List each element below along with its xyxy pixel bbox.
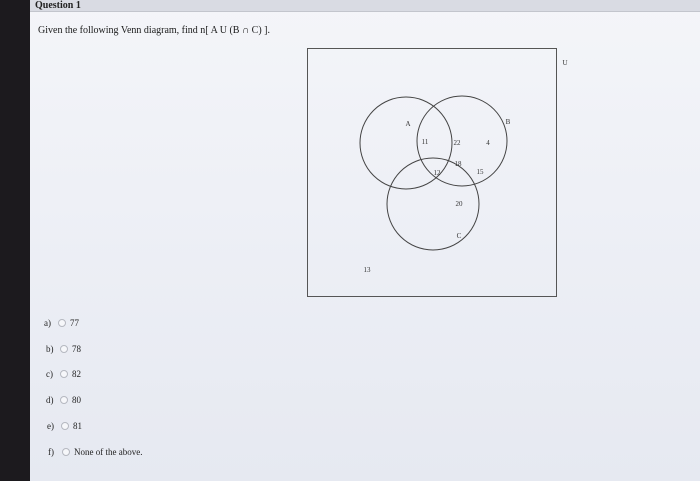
set-c-label: C xyxy=(456,232,462,240)
question-header xyxy=(30,0,700,12)
option-letter: c) xyxy=(46,369,53,379)
radio-button[interactable] xyxy=(62,448,70,456)
question-text: Given the following Venn diagram, find n[ A U (B ∩ C) ]. xyxy=(38,25,271,36)
radio-button[interactable] xyxy=(61,422,69,430)
option-text: 77 xyxy=(70,318,79,328)
circle-b xyxy=(417,96,507,186)
screen xyxy=(30,0,700,481)
universe-label: U xyxy=(562,59,568,67)
question-label: Question 1 xyxy=(35,0,81,11)
option-letter: f) xyxy=(48,447,54,457)
option-text: None of the above. xyxy=(74,447,143,457)
set-a-label: A xyxy=(405,120,411,128)
region-outside: 13 xyxy=(363,266,371,274)
region-a-b-c: 18 xyxy=(454,160,462,168)
option-letter: a) xyxy=(44,318,51,328)
region-a-c: 12 xyxy=(433,169,441,177)
option-letter: d) xyxy=(46,395,54,405)
region-a-b: 22 xyxy=(453,139,461,147)
option-text: 80 xyxy=(72,395,81,405)
universe-box xyxy=(308,49,557,297)
radio-button[interactable] xyxy=(60,370,68,378)
region-b-c: 15 xyxy=(476,168,484,176)
option-letter: e) xyxy=(47,421,54,431)
option-text: 78 xyxy=(72,344,81,354)
option-text: 81 xyxy=(73,421,82,431)
radio-button[interactable] xyxy=(60,345,68,353)
radio-button[interactable] xyxy=(58,319,66,327)
set-b-label: B xyxy=(505,118,511,126)
option-letter: b) xyxy=(46,344,54,354)
region-a-only: 11 xyxy=(421,138,429,146)
venn-diagram xyxy=(307,48,568,297)
region-b-only: 4 xyxy=(486,139,490,147)
radio-button[interactable] xyxy=(60,396,68,404)
option-text: 82 xyxy=(72,369,81,379)
region-c-only: 20 xyxy=(455,200,463,208)
